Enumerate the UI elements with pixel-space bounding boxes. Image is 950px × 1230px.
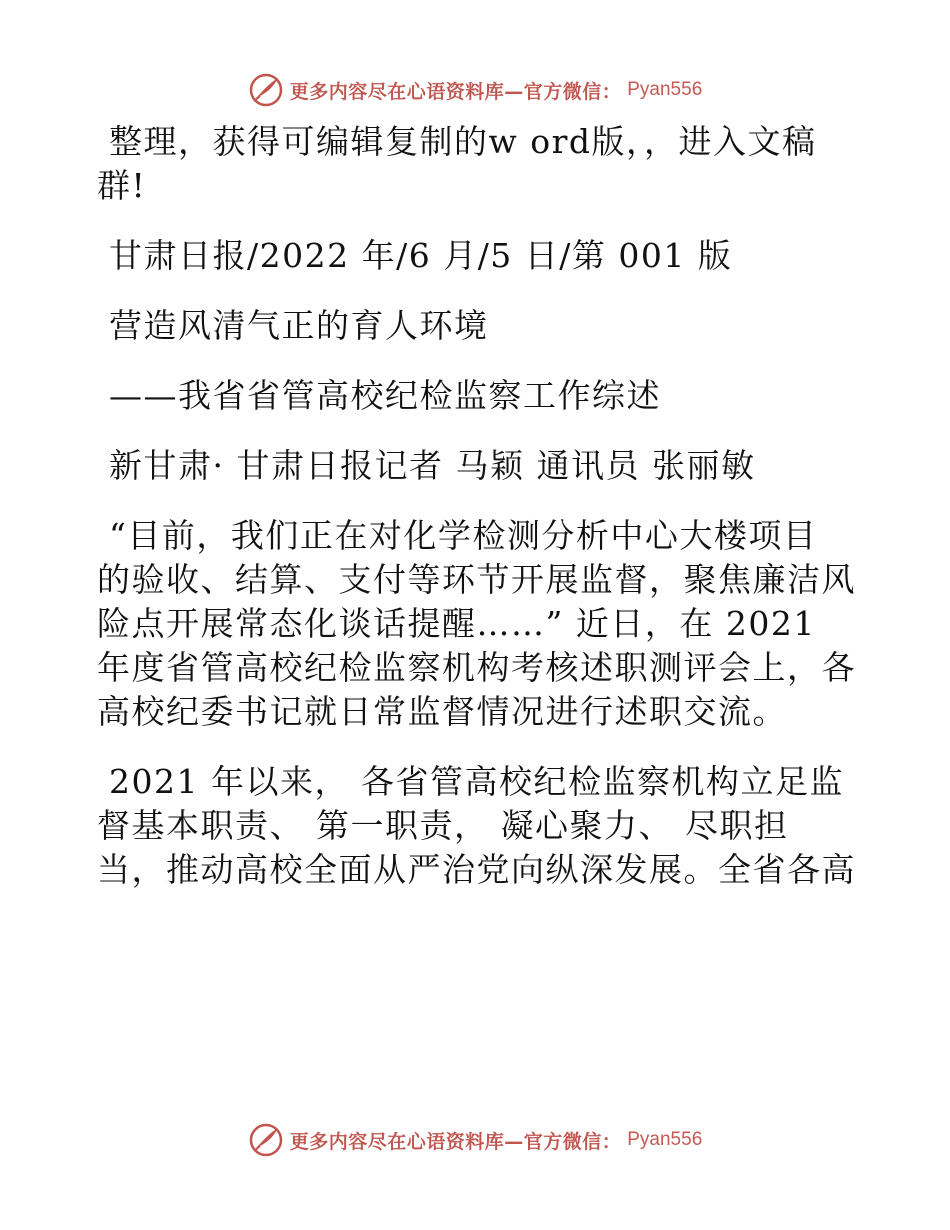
watermark-wechat-id: Pyan556 xyxy=(627,79,703,100)
subheadline: ——我省省管高校纪检监察工作综述 xyxy=(109,376,661,415)
quill-logo-icon xyxy=(248,1122,284,1158)
watermark-wechat-id: Pyan556 xyxy=(627,1129,703,1150)
headline: 营造风清气正的育人环境 xyxy=(109,306,489,345)
paragraph-byline xyxy=(97,444,857,488)
paragraph-source xyxy=(97,234,857,278)
header-watermark xyxy=(0,70,950,110)
quill-logo-icon xyxy=(248,72,284,108)
text-line: 2021 年以来， 各省管高校纪检监察机构立足监 xyxy=(109,762,844,801)
watermark-text: 更多内容尽在心语资料库—官方微信： xyxy=(289,80,622,103)
text-line: 整理，获得可编辑复制的w ord版，，进入文稿 xyxy=(109,122,817,161)
text-line: 险点开展常态化谈话提醒……” 近日，在 2021 xyxy=(97,604,816,643)
text-line: 年度省管高校纪检监察机构考核述职测评会上，各 xyxy=(97,648,856,687)
footer-watermark xyxy=(0,1120,950,1160)
paragraph-body-2 xyxy=(97,760,857,892)
text-line: 高校纪委书记就日常监督情况进行述职交流。 xyxy=(97,692,787,731)
text-line: 群! xyxy=(97,166,147,205)
article-body xyxy=(97,120,857,918)
source-line: 甘肃日报/2022 年/6 月/5 日/第 001 版 xyxy=(109,236,733,275)
byline: 新甘肃· 甘肃日报记者 马颖 通讯员 张丽敏 xyxy=(109,446,756,485)
paragraph-intro xyxy=(97,120,857,208)
text-line: 当，推动高校全面从严治党向纵深发展。全省各高 xyxy=(97,850,856,889)
watermark-text: 更多内容尽在心语资料库—官方微信： xyxy=(289,1130,622,1153)
paragraph-body-1 xyxy=(97,514,857,734)
text-line: 督基本职责、 第一职责， 凝心聚力、 尽职担 xyxy=(97,806,789,845)
text-line: 的验收、结算、支付等环节开展监督，聚焦廉洁风 xyxy=(97,560,856,599)
paragraph-subheadline xyxy=(97,374,857,418)
paragraph-headline xyxy=(97,304,857,348)
text-line: “目前，我们正在对化学检测分析中心大楼项目 xyxy=(109,516,818,555)
